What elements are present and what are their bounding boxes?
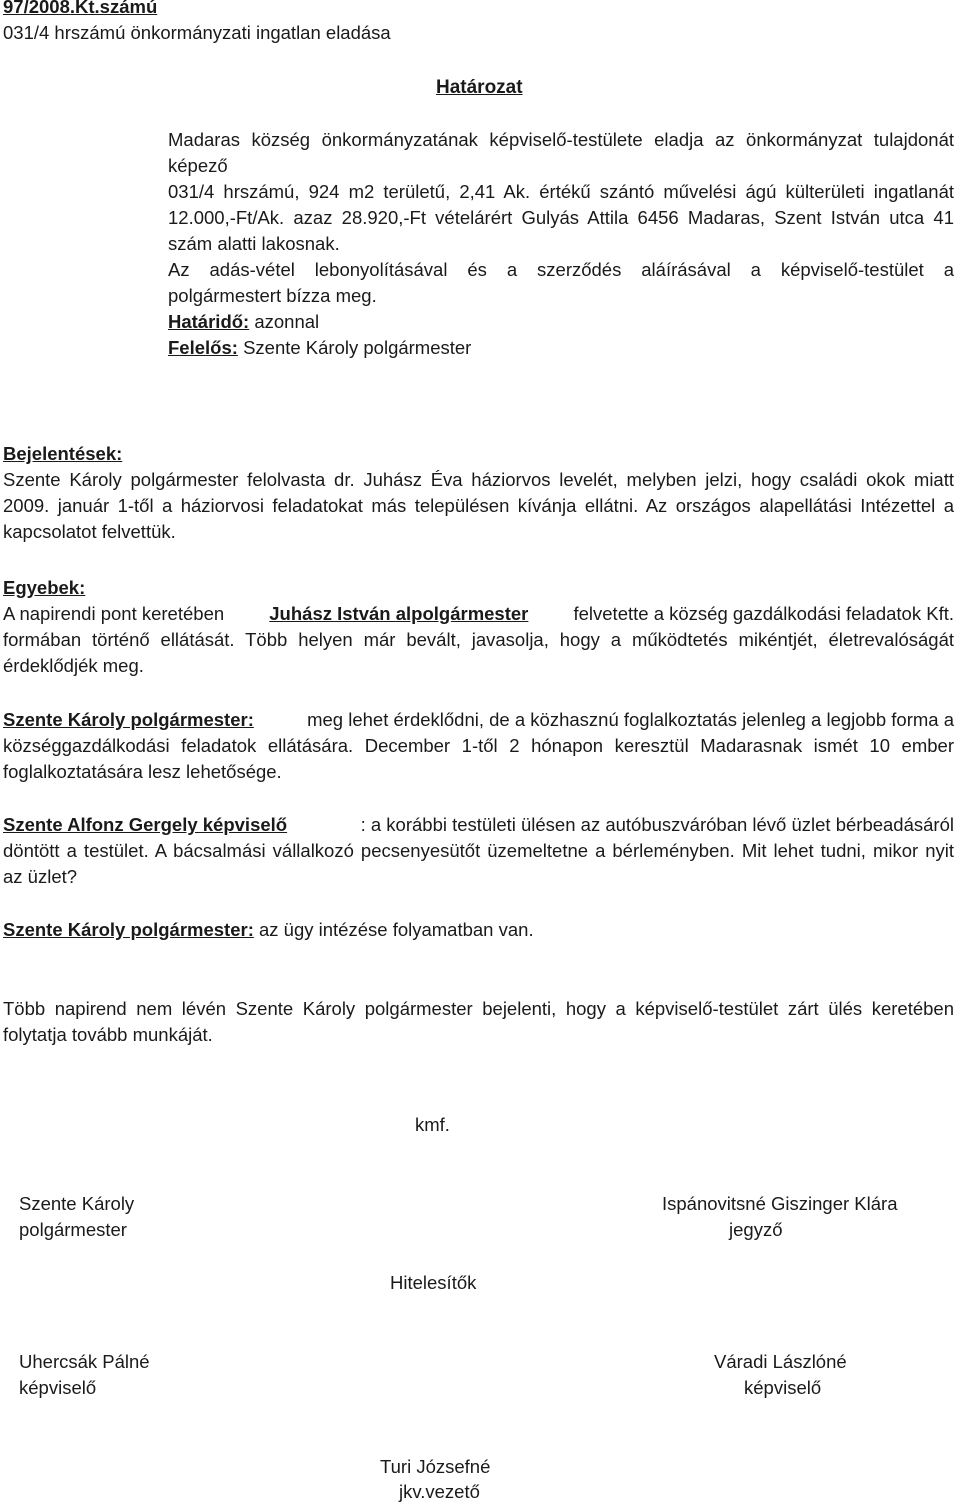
speech-line (3, 812, 954, 838)
authenticator-2-title: képviselő (744, 1377, 822, 1398)
responsible-value: Szente Károly polgármester (243, 337, 472, 358)
resolution-text-line: Madaras község önkormányzatának képviselő-testülete eladja az önkormányzat tulajdonát (168, 129, 954, 150)
responsible-label: Felelős: (168, 337, 238, 358)
speaker-name: Szente Károly polgármester: (3, 709, 254, 730)
speaker-name: Szente Károly polgármester: (3, 919, 254, 940)
other-text-part: felvetette a község gazdálkodási feladatok Kft. (573, 603, 954, 624)
speech-line: községgazdálkodási feladatok ellátására. December 1-től 2 hónapon keresztül Madarasnak ismét 10 ember (3, 735, 954, 756)
authenticator-2-name: Váradi Lászlóné (714, 1351, 847, 1372)
resolution-subject: 031/4 hrszámú önkormányzati ingatlan eladása (3, 22, 391, 43)
notary-signature-name: Ispánovitsné Giszinger Klára (662, 1193, 898, 1214)
deadline-value: azonnal (254, 311, 320, 332)
kmf-label: kmf. (415, 1114, 450, 1135)
mayor-signature-title: polgármester (19, 1219, 127, 1240)
notary-signature-title: jegyző (729, 1219, 783, 1240)
authenticators-label: Hitelesítők (390, 1272, 477, 1293)
resolution-text-line: képező (168, 155, 228, 176)
speech-text: : a korábbi testületi ülésen az autóbuszváróban lévő üzlet bérbeadásáról (360, 814, 954, 835)
speaker-name: Szente Alfonz Gergely képviselő (3, 814, 288, 835)
speech-line: az üzlet? (3, 866, 78, 887)
announcements-text-line: kapcsolatot felvettük. (3, 521, 176, 542)
other-text-part: A napirendi pont keretében (3, 603, 225, 624)
resolution-text-line: 031/4 hrszámú, 924 m2 területű, 2,41 Ak. értékű szántó művelési ágú külterületi ingatlanát (168, 181, 954, 202)
closing-text-line: folytatja tovább munkáját. (3, 1024, 213, 1045)
other-text-line (3, 601, 954, 627)
speech-line: foglalkoztatására lesz lehetősége. (3, 761, 282, 782)
authenticator-1-title: képviselő (19, 1377, 97, 1398)
resolution-title: Határozat (436, 77, 523, 98)
deadline-row (168, 309, 319, 335)
speech-line (3, 707, 954, 733)
deadline-label: Határidő: (168, 311, 250, 332)
speech-line (3, 917, 534, 943)
speech-line: döntött a testület. A bácsalmási vállalkozó pecsenyesütőt üzemeltetne a bérleményben. Mit lehet tudni, mikor nyit (3, 840, 954, 861)
other-title: Egyebek: (3, 577, 86, 598)
resolution-number: 97/2008.Kt.számú (3, 0, 158, 17)
speech-text: az ügy intézése folyamatban van. (259, 919, 534, 940)
speech-text: meg lehet érdeklődni, de a közhasznú foglalkoztatás jelenleg a legjobb forma a (307, 709, 954, 730)
announcements-text-line: 2009. január 1-től a háziorvosi feladatokat más településen kívánja ellátni. Az országos alapellátási Intézettel a (3, 495, 954, 516)
resolution-text-line: szám alatti lakosnak. (168, 233, 340, 254)
announcements-title: Bejelentések: (3, 443, 123, 464)
announcements-text-line: Szente Károly polgármester felolvasta dr. Juhász Éva háziorvos levelét, melyben jelzi, hogy családi okok miatt (3, 469, 954, 490)
recorder-signature-title: jkv.vezető (399, 1481, 480, 1502)
mayor-signature-name: Szente Károly (19, 1193, 135, 1214)
responsible-row (168, 335, 471, 361)
other-text-line: formában történő ellátását. Több helyen már bevált, javasolja, hogy a működtetés mikéntjét, életrevalóságát (3, 629, 954, 650)
resolution-text-line: 12.000,-Ft/Ak. azaz 28.920,-Ft vételárért Gulyás Attila 6456 Madaras, Szent István utca 41 (168, 207, 954, 228)
other-text-line: érdeklődjék meg. (3, 655, 144, 676)
closing-text-line: Több napirend nem lévén Szente Károly polgármester bejelenti, hogy a képviselő-testület zárt ülés keretében (3, 998, 954, 1019)
deputy-mayor-name: Juhász István alpolgármester (269, 603, 529, 624)
recorder-signature-name: Turi Józsefné (380, 1456, 491, 1477)
resolution-text-line: Az adás-vétel lebonyolításával és a szerződés aláírásával a képviselő-testület a (168, 259, 954, 280)
resolution-text-line: polgármestert bízza meg. (168, 285, 377, 306)
authenticator-1-name: Uhercsák Pálné (19, 1351, 150, 1372)
